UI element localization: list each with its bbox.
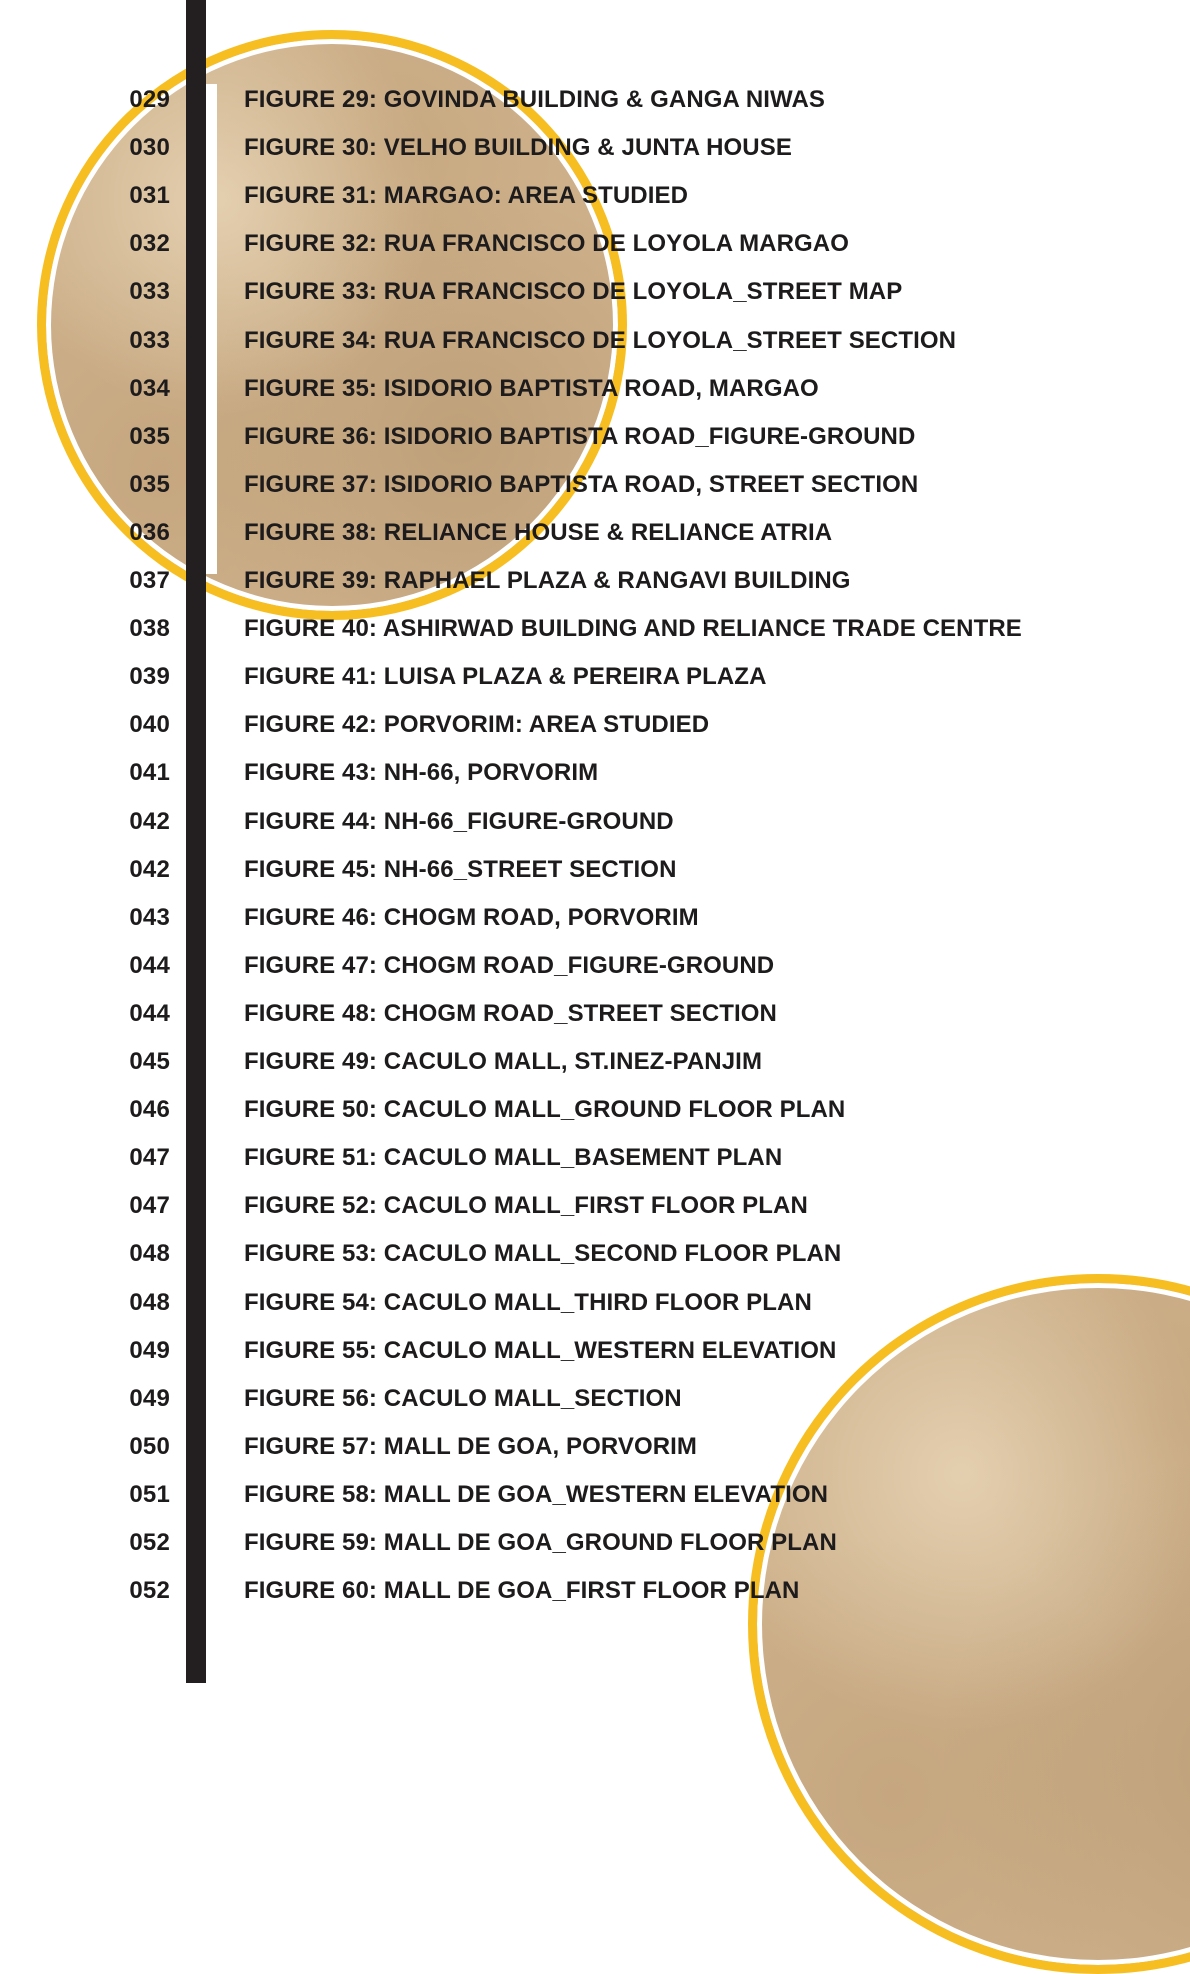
page-number: 034 bbox=[129, 374, 170, 402]
figure-entry[interactable] bbox=[0, 1044, 1190, 1080]
figure-entry[interactable] bbox=[0, 371, 1190, 407]
figure-entry[interactable] bbox=[0, 1236, 1190, 1272]
figure-entry[interactable] bbox=[0, 323, 1190, 359]
figure-title: FIGURE 48: CHOGM ROAD_STREET SECTION bbox=[244, 999, 777, 1027]
figure-entry[interactable] bbox=[0, 82, 1190, 118]
page-number: 033 bbox=[129, 278, 170, 306]
figure-entry[interactable] bbox=[0, 130, 1190, 166]
page-number: 039 bbox=[129, 663, 170, 691]
page-number: 035 bbox=[129, 470, 170, 498]
page-number: 041 bbox=[129, 759, 170, 787]
page-number: 044 bbox=[129, 951, 170, 979]
page-number: 047 bbox=[129, 1144, 170, 1172]
page-number: 031 bbox=[129, 182, 170, 210]
figure-title: FIGURE 29: GOVINDA BUILDING & GANGA NIWAS bbox=[244, 86, 826, 113]
figure-entry[interactable] bbox=[0, 1285, 1190, 1321]
figure-entry[interactable] bbox=[0, 1477, 1190, 1513]
page-number: 042 bbox=[129, 807, 170, 835]
figure-title: FIGURE 54: CACULO MALL_THIRD FLOOR PLAN bbox=[244, 1288, 812, 1316]
figure-title: FIGURE 36: ISIDORIO BAPTISTA ROAD_FIGURE-GROUND bbox=[244, 422, 916, 450]
page-number: 036 bbox=[129, 518, 170, 546]
figure-title: FIGURE 37: ISIDORIO BAPTISTA ROAD, STREET SECTION bbox=[244, 470, 919, 498]
figure-title: FIGURE 45: NH-66_STREET SECTION bbox=[244, 855, 677, 883]
page-number: 038 bbox=[129, 615, 170, 643]
figure-entry[interactable] bbox=[0, 274, 1190, 310]
figure-title: FIGURE 46: CHOGM ROAD, PORVORIM bbox=[244, 903, 699, 931]
page-number: 049 bbox=[129, 1384, 170, 1412]
figure-title: FIGURE 41: LUISA PLAZA & PEREIRA PLAZA bbox=[244, 663, 767, 691]
page-number: 047 bbox=[129, 1192, 170, 1220]
figure-title: FIGURE 30: VELHO BUILDING & JUNTA HOUSE bbox=[244, 134, 792, 162]
page-number: 032 bbox=[129, 230, 170, 258]
figure-entry[interactable] bbox=[0, 515, 1190, 551]
figure-entry[interactable] bbox=[0, 948, 1190, 984]
figure-title: FIGURE 34: RUA FRANCISCO DE LOYOLA_STREET SECTION bbox=[244, 326, 957, 354]
figure-title: FIGURE 59: MALL DE GOA_GROUND FLOOR PLAN bbox=[244, 1529, 837, 1556]
figure-entry[interactable] bbox=[0, 1188, 1190, 1224]
figure-title: FIGURE 58: MALL DE GOA_WESTERN ELEVATION bbox=[244, 1480, 829, 1508]
figure-entry[interactable] bbox=[0, 804, 1190, 840]
figure-entry[interactable] bbox=[0, 563, 1190, 599]
figure-entry[interactable] bbox=[0, 1140, 1190, 1176]
figure-entry[interactable] bbox=[0, 852, 1190, 888]
figure-title: FIGURE 35: ISIDORIO BAPTISTA ROAD, MARGAO bbox=[244, 374, 819, 402]
page-number: 051 bbox=[129, 1480, 170, 1508]
figure-entry[interactable] bbox=[0, 1573, 1190, 1609]
figure-entry[interactable] bbox=[0, 707, 1190, 743]
figure-entry[interactable] bbox=[0, 1333, 1190, 1369]
figure-title: FIGURE 39: RAPHAEL PLAZA & RANGAVI BUILDING bbox=[244, 567, 851, 594]
figure-title: FIGURE 43: NH-66, PORVORIM bbox=[244, 759, 599, 787]
figure-title: FIGURE 60: MALL DE GOA_FIRST FLOOR PLAN bbox=[244, 1577, 800, 1605]
figure-title: FIGURE 52: CACULO MALL_FIRST FLOOR PLAN bbox=[244, 1192, 808, 1220]
figure-title: FIGURE 38: RELIANCE HOUSE & RELIANCE ATRIA bbox=[244, 518, 833, 546]
page-number: 029 bbox=[129, 86, 170, 113]
page-number: 033 bbox=[129, 326, 170, 354]
figure-entry[interactable] bbox=[0, 996, 1190, 1032]
figure-entry[interactable] bbox=[0, 1429, 1190, 1465]
figure-title: FIGURE 32: RUA FRANCISCO DE LOYOLA MARGAO bbox=[244, 230, 850, 258]
figure-entry[interactable] bbox=[0, 1381, 1190, 1417]
page-number: 048 bbox=[129, 1288, 170, 1316]
page-number: 045 bbox=[129, 1048, 170, 1075]
figure-title: FIGURE 31: MARGAO: AREA STUDIED bbox=[244, 182, 689, 210]
page-number: 049 bbox=[129, 1336, 170, 1364]
page-number: 030 bbox=[129, 134, 170, 162]
figure-entry[interactable] bbox=[0, 611, 1190, 647]
figure-entry[interactable] bbox=[0, 659, 1190, 695]
page-number: 044 bbox=[129, 999, 170, 1027]
figure-title: FIGURE 47: CHOGM ROAD_FIGURE-GROUND bbox=[244, 951, 775, 979]
figure-title: FIGURE 57: MALL DE GOA, PORVORIM bbox=[244, 1432, 698, 1460]
figure-title: FIGURE 50: CACULO MALL_GROUND FLOOR PLAN bbox=[244, 1096, 846, 1124]
page-number: 052 bbox=[129, 1577, 170, 1605]
figure-title: FIGURE 40: ASHIRWAD BUILDING AND RELIANCE TRADE CENTRE bbox=[244, 615, 1022, 643]
figure-title: FIGURE 44: NH-66_FIGURE-GROUND bbox=[244, 807, 674, 835]
page-number: 050 bbox=[129, 1432, 170, 1460]
page-number: 037 bbox=[129, 567, 170, 594]
page-number: 040 bbox=[129, 711, 170, 739]
figure-entry[interactable] bbox=[0, 226, 1190, 262]
page-number: 052 bbox=[129, 1529, 170, 1556]
figure-entry[interactable] bbox=[0, 755, 1190, 791]
figure-entry[interactable] bbox=[0, 178, 1190, 214]
figure-title: FIGURE 51: CACULO MALL_BASEMENT PLAN bbox=[244, 1144, 783, 1172]
figure-entry[interactable] bbox=[0, 900, 1190, 936]
figure-entry[interactable] bbox=[0, 1525, 1190, 1561]
figure-entry[interactable] bbox=[0, 1092, 1190, 1128]
page-number: 046 bbox=[129, 1096, 170, 1124]
figure-entry[interactable] bbox=[0, 467, 1190, 503]
figure-title: FIGURE 49: CACULO MALL, ST.INEZ-PANJIM bbox=[244, 1048, 763, 1075]
figure-entry[interactable] bbox=[0, 419, 1190, 455]
page-number: 042 bbox=[129, 855, 170, 883]
page-number: 043 bbox=[129, 903, 170, 931]
figure-title: FIGURE 33: RUA FRANCISCO DE LOYOLA_STREET MAP bbox=[244, 278, 903, 306]
page-number: 035 bbox=[129, 422, 170, 450]
decorative-circle-bottom bbox=[748, 1274, 1190, 1974]
figure-title: FIGURE 55: CACULO MALL_WESTERN ELEVATION bbox=[244, 1336, 837, 1364]
figure-title: FIGURE 42: PORVORIM: AREA STUDIED bbox=[244, 711, 710, 739]
figure-title: FIGURE 53: CACULO MALL_SECOND FLOOR PLAN bbox=[244, 1240, 842, 1268]
figure-title: FIGURE 56: CACULO MALL_SECTION bbox=[244, 1384, 682, 1412]
page-number: 048 bbox=[129, 1240, 170, 1268]
